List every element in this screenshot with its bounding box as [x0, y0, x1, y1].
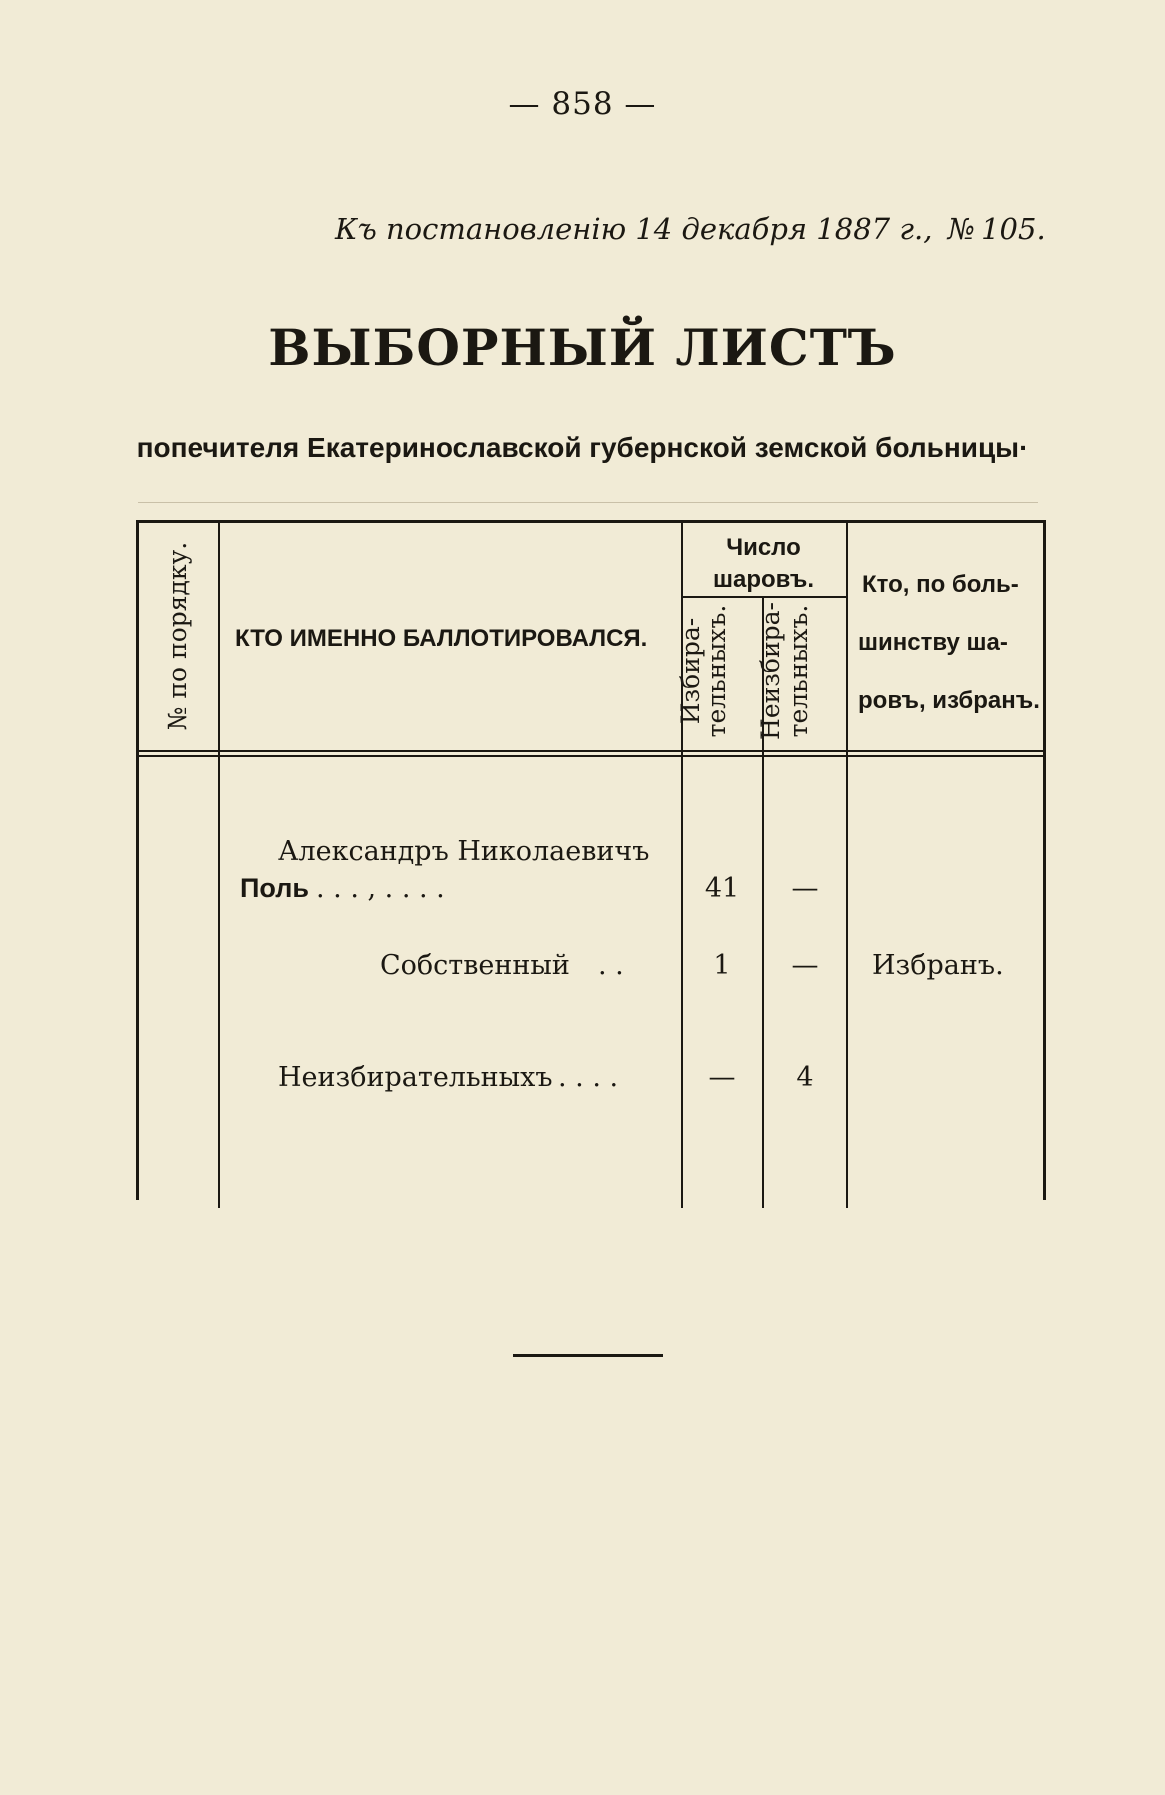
- row-2-name: Собственный: [380, 950, 570, 981]
- row-1-name-line1: Александръ Николаевичъ: [278, 836, 650, 867]
- header-elected-line2: шинству ша-: [858, 629, 1008, 656]
- row-2-for: 1: [713, 950, 731, 981]
- row-3-for: —: [708, 1062, 736, 1093]
- row-1-for: 41: [704, 873, 740, 904]
- header-against-line2: тельныхъ.: [784, 604, 813, 738]
- row-2-against: —: [791, 950, 819, 981]
- page-subtitle: попечителя Екатеринославской губернской земской больницы·: [136, 432, 1029, 463]
- row-1-leader: . . . , . . . .: [316, 873, 445, 904]
- table-left-border: [136, 520, 139, 1200]
- row-1-against: —: [791, 873, 819, 904]
- row-2-elected: Избранъ.: [872, 950, 1004, 981]
- header-balls-count: Число: [726, 534, 801, 561]
- page-title: ВЫБОРНЫЙ ЛИСТЪ: [268, 318, 897, 377]
- header-for-line1: Избира-: [676, 617, 705, 725]
- table-right-border: [1043, 520, 1046, 1200]
- table-top-border: [138, 520, 1045, 523]
- header-elected-line1: Кто, по боль-: [862, 571, 1019, 598]
- col-sep-1: [218, 520, 220, 1208]
- header-balls-unit: шаровъ.: [713, 566, 814, 593]
- header-against-line1: Неизбира-: [756, 602, 785, 740]
- row-2-leader: . .: [598, 950, 624, 981]
- row-1-name-line2: Поль: [240, 873, 309, 903]
- row-3-name: Неизбирательныхъ: [278, 1062, 553, 1093]
- row-3-leader: . . . .: [558, 1062, 619, 1093]
- subheader-rule: [681, 596, 846, 598]
- decree-number: 105.: [981, 212, 1046, 246]
- header-elected-line3: ровъ, избранъ.: [858, 687, 1040, 714]
- header-rule-1: [138, 750, 1043, 752]
- row-3-against: 4: [796, 1062, 814, 1093]
- decree-reference-text: Къ постановленію 14 декабря 1887 г.,: [335, 212, 933, 246]
- header-candidate: КТО ИМЕННО БАЛЛОТИРОВАЛСЯ.: [235, 625, 648, 652]
- header-for-line2: тельныхъ.: [702, 604, 731, 738]
- header-order-number: № по порядку.: [163, 541, 192, 731]
- closing-rule: [513, 1354, 663, 1357]
- number-sign: №: [947, 212, 976, 246]
- page-number: — 858 —: [508, 86, 657, 122]
- header-rule-2: [138, 755, 1043, 757]
- col-sep-4: [846, 520, 848, 1208]
